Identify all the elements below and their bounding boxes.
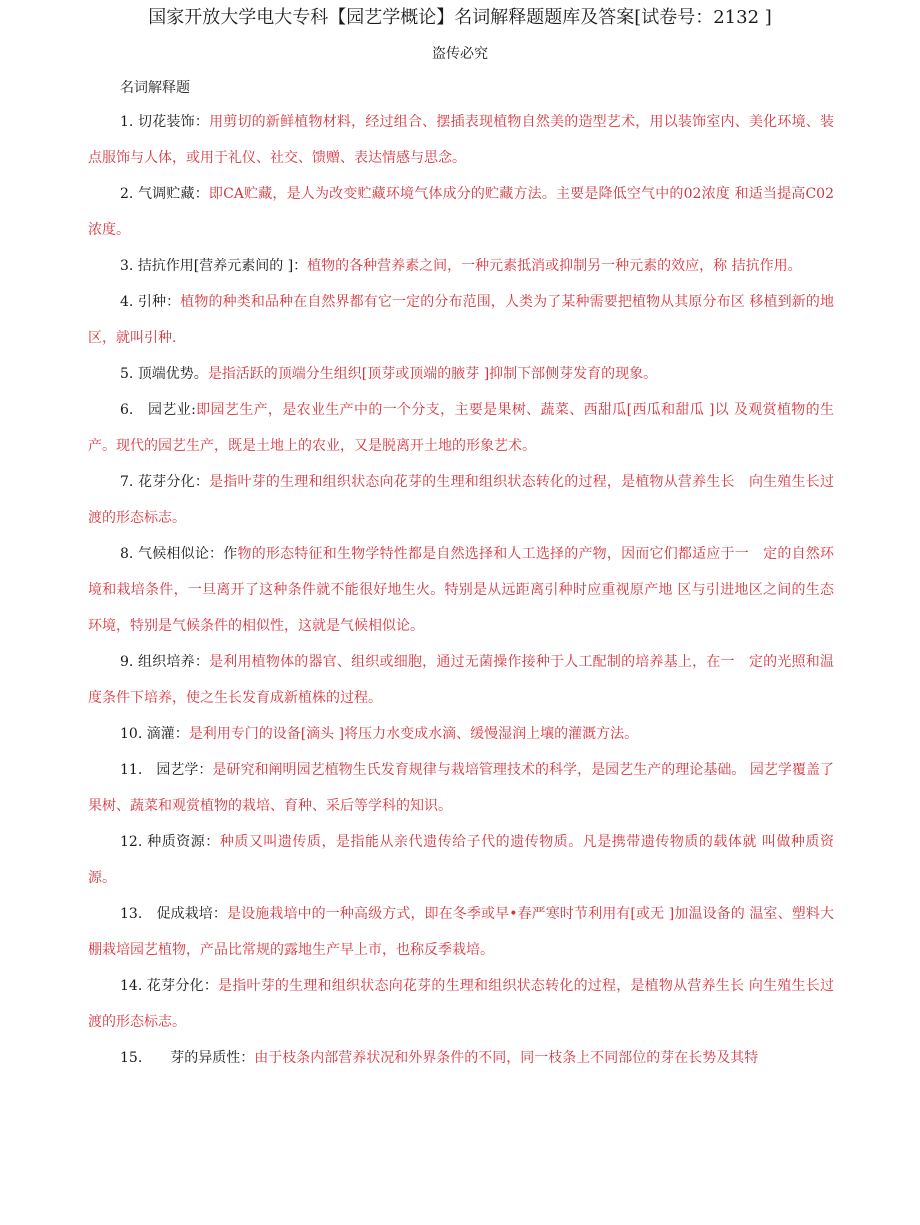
entry-definition: 即CA贮藏，是人为改变贮藏环境气体成分的贮藏方法。主要是降低空气中的02浓度 和适当提高C02浓度。 <box>88 186 834 238</box>
entry-definition: 是指叶芽的生理和组织状态向花芽的生理和组织状态转化的过程，是植物从营养生长 向生殖生长过渡的形态标志。 <box>88 474 834 526</box>
entry-term: 12. 种质资源： <box>120 834 220 850</box>
definition-entry <box>88 536 834 644</box>
entry-definition: 植物的各种营养素之间，一种元素抵消或抑制另一种元素的效应，称 拮抗作用。 <box>307 258 802 274</box>
definition-entry <box>88 392 834 464</box>
entry-definition: 是利用植物体的器官、组织或细胞，通过无菌操作接种于人工配制的培养基上，在一 定的光照和温度条件下培养，使之生长发育成新植株的过程。 <box>88 654 834 706</box>
entry-term: 14. 花芽分化： <box>120 978 219 994</box>
entry-term: 11. 园艺学： <box>120 762 213 778</box>
definition-entry <box>88 644 834 716</box>
entry-definition: 由于枝条内部营养状况和外界条件的不同，同一枝条上不同部位的芽在长势及其特 <box>254 1050 759 1066</box>
entry-definition: 种质又叫遗传质，是指能从亲代遗传给子代的遗传物质。凡是携带遗传物质的载体就 叫做种质资源。 <box>88 834 835 886</box>
definition-entry <box>88 104 834 176</box>
definition-entry <box>88 248 834 284</box>
definition-entry <box>88 716 834 752</box>
entry-definition: 即园艺生产，是农业生产中的一个分支，主要是果树、蔬菜、西甜瓜[西瓜和甜瓜 ]以 及观赏植物的生产。现代的园艺生产，既是土地上的农业，又是脱离开土地的形象艺术。 <box>88 402 835 454</box>
entry-term: 3. 拮抗作用[营养元素间的 ]： <box>120 258 308 274</box>
document-subtitle: 盗传必究 <box>432 46 488 62</box>
definition-entry <box>88 896 834 968</box>
entry-definition: 是指活跃的顶端分生组织[顶芽或顶端的腋芽 ]抑制下部侧芽发育的现象。 <box>207 366 658 382</box>
entry-term: 1. 切花装饰： <box>120 114 210 130</box>
definition-entry <box>88 1040 834 1076</box>
entry-definition: 是研究和阐明园艺植物生氏发育规律与栽培管理技术的科学，是园艺生产的理论基础。 园艺学覆盖了果树、蔬菜和观赏植物的栽培、育种、采后等学科的知识。 <box>88 762 834 814</box>
definition-list <box>88 104 834 1076</box>
definition-entry <box>88 968 834 1040</box>
entry-term: 5. 顶端优势。 <box>120 366 208 382</box>
definition-entry <box>88 824 834 896</box>
entry-term: 7. 花芽分化： <box>120 474 210 490</box>
entry-term: 10. 滴灌： <box>120 726 189 742</box>
entry-term: 4. 引种： <box>120 294 181 310</box>
document-title: 国家开放大学电大专科【园艺学概论】名词解释题题库及答案[试卷号：2132 ] <box>148 7 772 28</box>
definition-entry <box>88 284 834 356</box>
entry-term: 2. 气调贮藏： <box>120 186 209 202</box>
entry-definition: 物的形态特征和生物学特性都是自然选择和人工选择的产物，因而它们都适应于一 定的自然环境和栽培条件，一旦离开了这种条件就不能很好地生火。特别是从远距离引种时应重视原产地 区与引进地区之间的生态环境，特别是气候条件的相似性，这就是气候相似论。 <box>88 546 835 634</box>
entry-definition: 用剪切的新鲜植物材料，经过组合、摆插表现植物自然美的造型艺术，用以装饰室内、美化环境、装点服饰与人体，或用于礼仪、社交、馈赠、表达情感与思念。 <box>88 114 834 166</box>
entry-definition: 是设施栽培中的一种高级方式，即在冬季或早•春严寒时节利用有[或无 ]加温设备的 温室、塑料大棚栽培园艺植物，产品比常规的露地生产早上市，也称反季栽培。 <box>88 906 834 958</box>
entry-definition: 是利用专门的设备[滴头 ]将压力水变成水滴、缓慢湿润上壤的灌溉方法。 <box>188 726 639 742</box>
entry-definition: 是指叶芽的生理和组织状态向花芽的生理和组织状态转化的过程，是植物从营养生长 向生殖生长过渡的形态标志。 <box>88 978 834 1030</box>
entry-term: 6. 园艺业: <box>120 402 196 418</box>
definition-entry <box>88 464 834 536</box>
entry-definition: 植物的种类和品种在自然界都有它一定的分布范围，人类为了某种需要把植物从其原分布区 移植到新的地区，就叫引种. <box>88 294 835 346</box>
entry-term: 15. 芽的异质性： <box>120 1050 255 1066</box>
definition-entry <box>88 752 834 824</box>
definition-entry <box>88 356 834 392</box>
definition-entry <box>88 176 834 248</box>
section-heading: 名词解释题 <box>120 80 190 96</box>
entry-term: 8. 气候相似论：作 <box>120 546 238 562</box>
entry-term: 9. 组织培养： <box>120 654 210 670</box>
entry-term: 13. 促成栽培： <box>120 906 228 922</box>
